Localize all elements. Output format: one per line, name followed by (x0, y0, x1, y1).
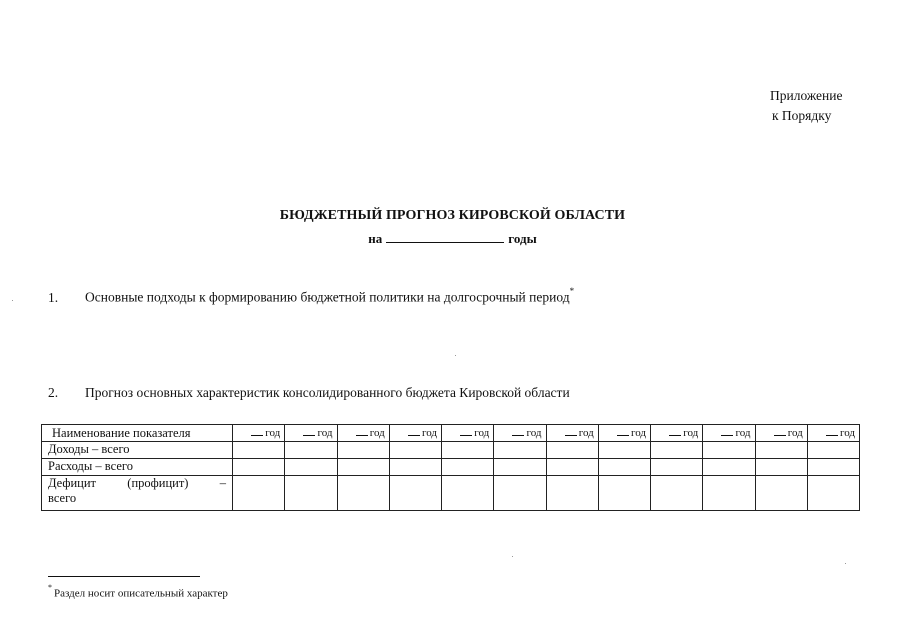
header-year-column (703, 425, 755, 442)
table-cell (442, 442, 494, 459)
year-label: год (526, 427, 542, 439)
year-blank-line (721, 425, 733, 436)
header-indicator-name: Наименование показателя (42, 425, 233, 442)
document-subtitle (0, 231, 905, 247)
table-cell (389, 476, 441, 511)
table-cell (389, 442, 441, 459)
appendix-line-1: Приложение (770, 88, 843, 103)
table-cell (442, 476, 494, 511)
table-row (42, 459, 860, 476)
table-cell (703, 442, 755, 459)
header-year-column (285, 425, 337, 442)
year-label: год (787, 427, 803, 439)
year-blank-line (460, 425, 472, 436)
year-label: год (421, 427, 437, 439)
section-2-number: 2. (48, 385, 59, 400)
header-year-column (546, 425, 598, 442)
table-cell (337, 442, 389, 459)
section-1-text: Основные подходы к формированию бюджетной политики на долгосрочный период (85, 289, 570, 305)
appendix-line-2: к Порядку (772, 108, 832, 123)
year-blank-line (408, 425, 420, 436)
header-year-column (494, 425, 546, 442)
footnote-rule (48, 576, 200, 577)
table-cell (755, 459, 807, 476)
year-label: год (735, 427, 751, 439)
row-label-income: Доходы – всего (42, 442, 233, 459)
table-cell (285, 442, 337, 459)
table-cell (285, 459, 337, 476)
scan-speck (12, 300, 13, 301)
table-cell (494, 476, 546, 511)
header-year-column (807, 425, 859, 442)
year-label: год (369, 427, 385, 439)
year-blank-line (251, 425, 263, 436)
header-year-column (651, 425, 703, 442)
footnote-text: Раздел носит описательный характер (54, 587, 228, 600)
deficit-label-line-2: всего (48, 491, 77, 505)
table-cell (389, 459, 441, 476)
row-label-deficit (42, 476, 233, 511)
table-cell (651, 476, 703, 511)
table-header-row (42, 425, 860, 442)
budget-forecast-table (41, 424, 860, 511)
header-year-column (755, 425, 807, 442)
year-label: год (265, 427, 281, 439)
year-blank-line (303, 425, 315, 436)
subtitle-prefix: на (368, 231, 383, 246)
table-cell (703, 459, 755, 476)
year-label: год (474, 427, 490, 439)
table-cell (546, 476, 598, 511)
footnote (48, 585, 228, 600)
header-year-column (233, 425, 285, 442)
table-cell (598, 459, 650, 476)
table-cell (337, 476, 389, 511)
year-label: год (578, 427, 594, 439)
year-label: год (839, 427, 855, 439)
footnote-mark: * (48, 583, 52, 592)
year-label: год (683, 427, 699, 439)
table-cell (598, 476, 650, 511)
section-2 (48, 385, 570, 401)
table-cell (494, 459, 546, 476)
scan-speck (845, 563, 846, 564)
document-title: БЮДЖЕТНЫЙ ПРОГНОЗ КИРОВСКОЙ ОБЛАСТИ (279, 208, 626, 223)
table-cell (494, 442, 546, 459)
header-year-column (389, 425, 441, 442)
table-cell (285, 476, 337, 511)
table-cell (755, 476, 807, 511)
table-cell (807, 476, 859, 511)
year-label: год (317, 427, 333, 439)
year-blank-line (565, 425, 577, 436)
appendix-note (770, 86, 842, 126)
section-1-number: 1. (48, 289, 59, 305)
year-blank-line (774, 425, 786, 436)
table-cell (651, 442, 703, 459)
table-cell (755, 442, 807, 459)
year-blank-line (669, 425, 681, 436)
year-blank-line (826, 425, 838, 436)
table-cell (807, 459, 859, 476)
scan-speck (512, 556, 513, 557)
table-cell (807, 442, 859, 459)
year-label: год (630, 427, 646, 439)
years-blank-line (386, 232, 504, 243)
table-cell (337, 459, 389, 476)
table-row (42, 442, 860, 459)
section-2-text: Прогноз основных характеристик консолидированного бюджета Кировской области (85, 385, 570, 400)
table-cell (546, 459, 598, 476)
row-label-expenses: Расходы – всего (42, 459, 233, 476)
subtitle-suffix: годы (508, 231, 537, 246)
section-1-footnote-mark: * (569, 286, 575, 296)
table-cell (233, 442, 285, 459)
header-year-column (337, 425, 389, 442)
deficit-label-line-1: Дефицит (профицит) – (48, 476, 226, 490)
scan-speck (455, 355, 456, 356)
header-year-column (442, 425, 494, 442)
table-cell (442, 459, 494, 476)
table-cell (651, 459, 703, 476)
year-blank-line (617, 425, 629, 436)
table-cell (233, 476, 285, 511)
table-cell (546, 442, 598, 459)
table-cell (233, 459, 285, 476)
table-cell (598, 442, 650, 459)
table-cell (703, 476, 755, 511)
year-blank-line (356, 425, 368, 436)
year-blank-line (512, 425, 524, 436)
section-1 (48, 288, 574, 306)
table-row (42, 476, 860, 511)
header-year-column (598, 425, 650, 442)
